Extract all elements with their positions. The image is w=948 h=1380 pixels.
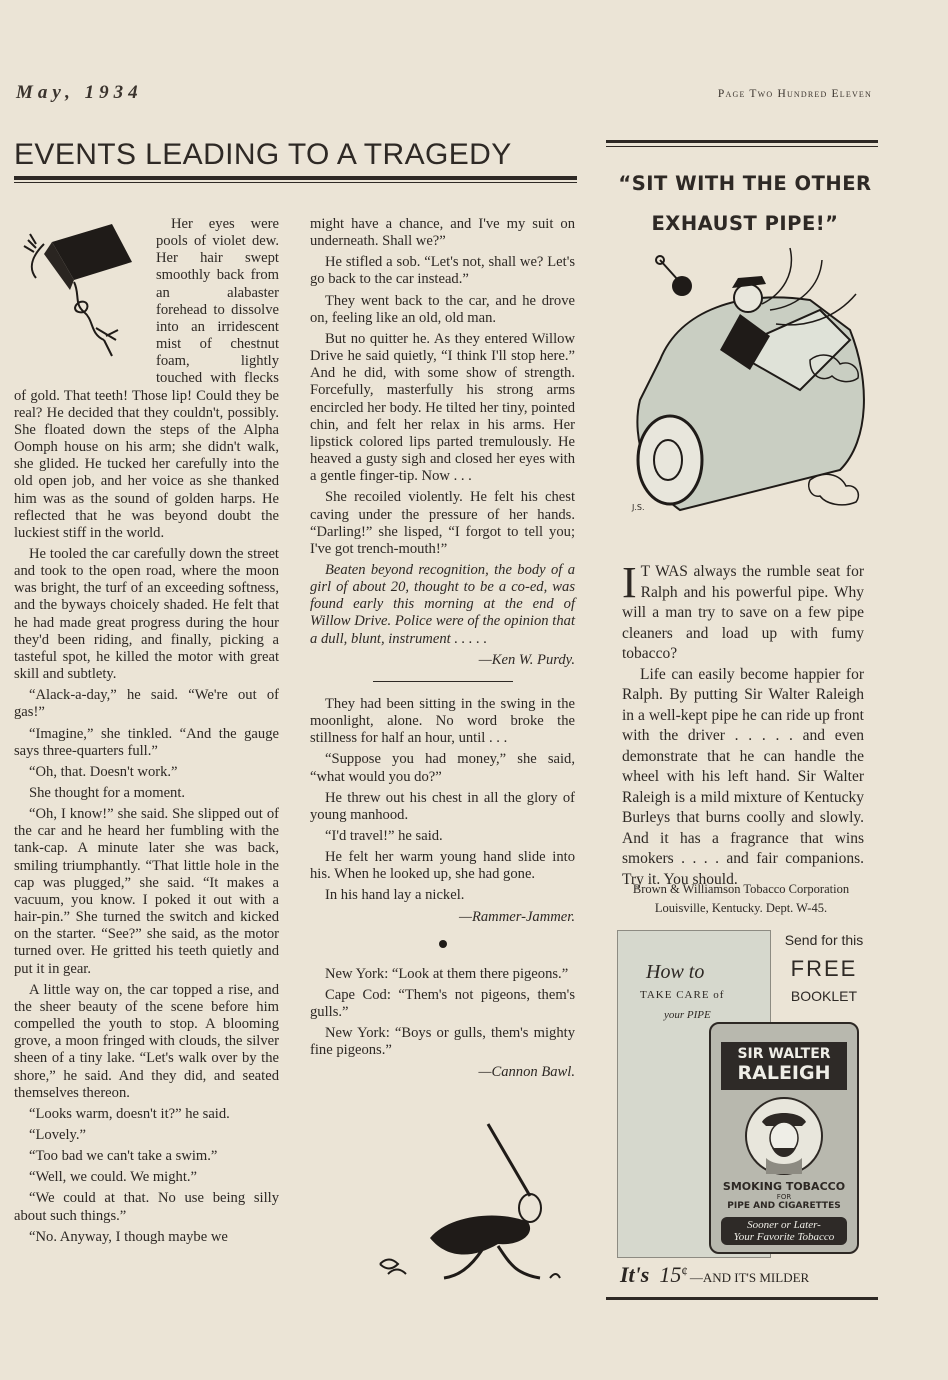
booklet-title-1: How to [646, 961, 705, 983]
page-number: Page Two Hundred Eleven [717, 88, 872, 100]
ad-dropcap: I [622, 558, 637, 607]
paragraph: A little way on, the car topped a rise, and the sheer beauty of the scene before him compelled the youth to stop. A blooming grove, a moon fringed with clouds, the silver sheen of a tiny lake. “Let's walk over by the shore,” he said. And they did, and seated themselves thereon. [14, 981, 279, 1101]
tin-use: PIPE AND CIGARETTES [727, 1201, 841, 1211]
paragraph: “Oh, that. Doesn't work.” [29, 763, 178, 780]
tin-for: FOR [776, 1193, 792, 1201]
paragraph: Beaten beyond recognition, the body of a girl of about 20, thought to be a co-ed, was found early this morning at the end of Willow Drive. Police were of the opinion that a dull, blunt, instrument . . . . . [310, 561, 575, 647]
price-line [620, 1262, 878, 1288]
paragraph: She recoiled violently. He felt his chest caving under the pressure of her hands. “Darling!” she lisped, “I forgot to tell you; I've got trench-mouth!” [310, 489, 575, 557]
byline-cannon-bawl: —Cannon Bawl. [478, 1063, 575, 1080]
booklet-label: BOOKLET [790, 988, 858, 1004]
title-rule [14, 176, 577, 180]
paragraph: “No. Anyway, I though maybe we [29, 1228, 228, 1245]
paragraph: New York: “Boys or gulls, them's mighty fine pigeons.” [310, 1025, 575, 1059]
paragraph: “I'd travel!” he said. [325, 828, 443, 844]
price-number: 15 [659, 1262, 682, 1287]
paragraph: “We could at that. No use being silly about such things.” [14, 1190, 279, 1224]
ad-body-paragraph-1: T WAS always the rumble seat for Ralph and his powerful pipe. Why will a man try to save on a few pipe cleaners and load up with fumy tobacco? [622, 563, 864, 662]
paragraph: “Lovely.” [29, 1126, 86, 1143]
corporation-name: Brown & Williamson Tobacco Corporation [632, 882, 850, 896]
paragraph: “Well, we could. We might.” [29, 1169, 197, 1186]
bullet-divider [439, 940, 447, 948]
paragraph: They went back to the car, and he drove on, feeling like an old, old man. [310, 292, 575, 326]
tobacco-tin [709, 1022, 859, 1254]
paragraph: “Alack-a-day,” he said. “We're out of gas!” [14, 687, 279, 721]
tin-type: SMOKING TOBACCO [722, 1180, 846, 1193]
paragraph: But no quitter he. As they entered Willow Drive he said quietly, “I think I'll stop here.” And he did, with some show of strength. Forcefully, masterfully his strong arms encircled her body. He tilted her tiny, pointed chin, and felt her relax in his arms. Her lipstick colored lips parted tremulously. He heaved a gusty sigh and closed her eyes with a gentle finger-tip. Now . . . [310, 330, 575, 485]
price-its: It's [620, 1262, 650, 1287]
paragraph: He felt her warm young hand slide into his. When he looked up, she had gone. [310, 849, 575, 883]
issue-date: May, 1934 [16, 82, 143, 103]
tin-slogan-line1: Sooner or Later- [747, 1219, 821, 1231]
paragraph: Her eyes were pools of violet dew. Her hair swept smoothly back from an alabaster forehead to dissolve into an irridescent mist of chestnut foam, lightly touched with flecks of gold. That teeth! Those lip! Could they be real? He decided that they couldn't, possibly. She floated down the steps of the Alpha Oomph house on his arm; she didn't walk, she glided. He tucked her carefully into the old open job, and her voice as she thanked him was as the sound of golden harps. He reflected that he was beyond doubt the luckiest stiff in the world. [14, 216, 279, 541]
ad-bottom-rule [606, 1297, 878, 1300]
ad-top-rule [606, 140, 878, 143]
free-label: FREE [790, 956, 858, 981]
booklet-title-3: your PIPE [664, 1009, 711, 1021]
paragraph: Cape Cod: “Them's not pigeons, them's gulls.” [310, 986, 575, 1021]
ad-body-text [622, 558, 864, 890]
tin-brand-line1: SIR WALTER [737, 1046, 831, 1062]
mortarboard-icon [14, 216, 146, 366]
article-column-2 [310, 216, 575, 1085]
booklet-title-2: TAKE CARE of [640, 989, 725, 1001]
ad-headline-line2: EXHAUST PIPE!” [651, 212, 839, 235]
running-figure-illustration [370, 1118, 580, 1298]
illustrator-initials: J.S. [632, 503, 645, 512]
article-column-1 [14, 216, 279, 1250]
paragraph: She thought for a moment. [29, 785, 186, 801]
paragraph: “Oh, I know!” she said. She slipped out of the car and he heard her fumbling with the tank-cap. A minute later she was back, smiling triumphantly. “That little hole in the cap was plugged,” she said. “It makes a vacuum, you know. I poked it out with a hair-pin.” She turned the switch and kicked on the starter. “See?” she said, as the motor turned over. He gritted his teeth quietly and put it in gear. [14, 806, 279, 977]
paragraph: “Looks warm, doesn't it?” he said. [29, 1105, 230, 1122]
story-divider [373, 681, 513, 682]
price-cent: ¢ [681, 1263, 688, 1279]
paragraph: He stifled a sob. “Let's not, shall we? Let's go back to the car instead.” [310, 254, 575, 288]
paragraph: “Too bad we can't take a swim.” [29, 1148, 218, 1165]
corporation-address: Louisville, Kentucky. Dept. W-45. [654, 901, 828, 915]
byline-purdy: —Ken W. Purdy. [478, 651, 575, 668]
tin-brand-panel [721, 1042, 847, 1090]
price-tagline: —AND IT'S MILDER [689, 1270, 810, 1285]
ad-headline-line1: “SIT WITH THE OTHER [618, 172, 872, 195]
story-2-text [310, 696, 575, 905]
car-illustration [620, 240, 878, 520]
paragraph: In his hand lay a nickel. [325, 887, 465, 904]
article-title: EVENTS LEADING TO A TRAGEDY [14, 138, 512, 171]
byline-rammer-jammer: —Rammer-Jammer. [458, 908, 575, 925]
raleigh-portrait [744, 1096, 824, 1176]
tin-slogan-panel [721, 1217, 847, 1245]
story-3-text [310, 966, 575, 1060]
tin-brand-line2: RALEIGH [737, 1062, 831, 1084]
paragraph: They had been sitting in the swing in the moonlight, alone. No word broke the stillness for half an hour, until . . . [310, 695, 575, 747]
booklet-panel [617, 930, 877, 1260]
paragraph: New York: “Look at them there pigeons.” [325, 965, 569, 982]
ad-top-rule-thin [606, 146, 878, 147]
paragraph: “Imagine,” she tinkled. “And the gauge says three-quarters full.” [14, 725, 279, 759]
column-2-text [310, 216, 575, 648]
tin-slogan-line2: Your Favorite Tobacco [733, 1231, 835, 1243]
graduation-cap-illustration [14, 216, 154, 371]
paragraph: “Suppose you had money,” she said, “what would you do?” [310, 751, 575, 785]
paragraph: might have a chance, and I've my suit on underneath. Shall we?” [310, 216, 575, 250]
send-for-this: Send for this [784, 932, 864, 948]
ad-corporation [612, 880, 870, 918]
paragraph: He threw out his chest in all the glory of young manhood. [310, 789, 575, 823]
paragraph: He tooled the car carefully down the street and took to the open road, where the moon was bright, the turf of an exceeding softness, and the byways choicely shaded. He felt that he had made great progress during the hour they'd been riding, and finally, picking a tasteful spot, he killed the motor with great skill and subtlety. [14, 545, 279, 683]
ad-body-paragraph-2: Life can easily become happier for Ralph. By putting Sir Walter Raleigh in a well-kept pipe he can ride up front with the driver . . . . . and even demonstrate that he can handle the wheel with his left hand. Sir Walter Raleigh is a mild mixture of Kentucky Burleys that burns coolly and slowly. And it has a fragrance that wins smokers . . . . and fair companions. Try it. You should. [622, 665, 864, 888]
title-rule-thin [14, 182, 577, 183]
